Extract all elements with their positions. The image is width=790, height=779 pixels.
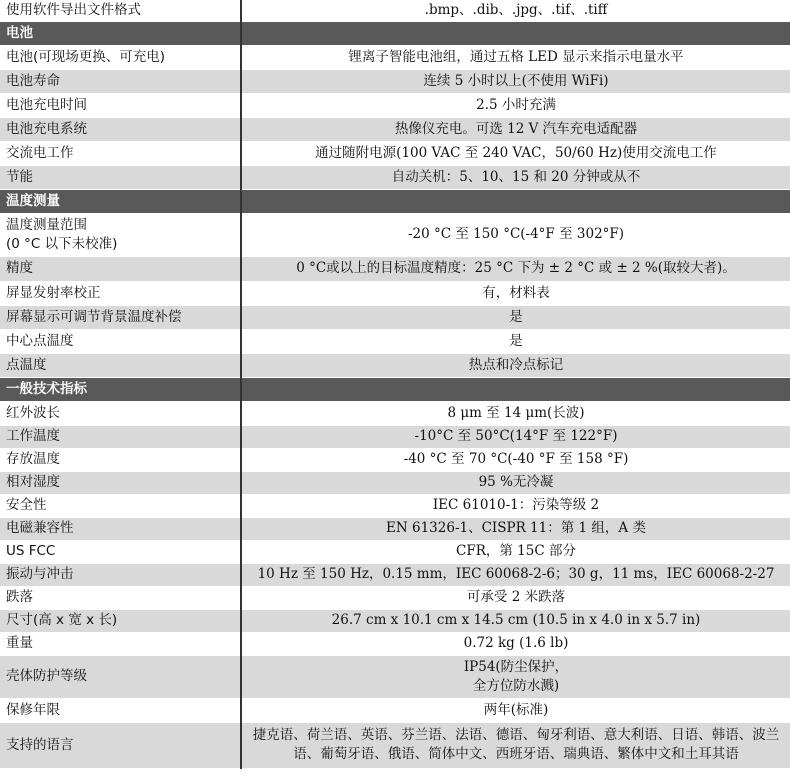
spec-row [0,141,790,165]
spec-value: 是 [241,329,790,353]
spec-row [0,93,790,117]
spec-label: 电池(可现场更换、可充电) [0,45,241,69]
spec-row [0,69,790,93]
spec-label: 保修年限 [0,698,241,722]
section-title: 电池 [0,21,241,45]
spec-row [0,401,790,425]
spec-row [0,117,790,141]
spec-value: 两年(标准) [241,698,790,722]
spec-label: 节能 [0,165,241,189]
spec-label: 振动与冲击 [0,563,241,586]
spec-value: 95 %无冷凝 [241,471,790,494]
spec-value: CFR，第 15C 部分 [241,540,790,563]
spec-value: 可承受 2 米跌落 [241,586,790,609]
spec-value: 热像仪充电。可选 12 V 汽车充电适配器 [241,117,790,141]
spec-value: 通过随附电源(100 VAC 至 240 VAC，50/60 Hz)使用交流电工作 [241,141,790,165]
spec-label: 红外波长 [0,401,241,425]
spec-label: 精度 [0,256,241,281]
spec-label: 温度测量范围 (0 °C 以下未校准) [0,213,241,256]
spec-value: 连续 5 小时以上(不使用 WiFi) [241,69,790,93]
spec-label: 交流电工作 [0,141,241,165]
spec-value: 是 [241,305,790,329]
spec-label: 存放温度 [0,448,241,471]
spec-row [0,45,790,69]
section-filler [241,189,790,213]
spec-value: .bmp、.dib、.jpg、.tif、.tiff [241,0,790,21]
spec-row [0,494,790,517]
spec-value: IEC 61010-1：污染等级 2 [241,494,790,517]
section-title: 一般技术指标 [0,377,241,401]
spec-label: 支持的语言 [0,722,241,768]
spec-row [0,353,790,377]
spec-row [0,305,790,329]
spec-label: 屏显发射率校正 [0,281,241,305]
section-filler [241,377,790,401]
spec-value: 有，材料表 [241,281,790,305]
spec-value: -40 °C 至 70 °C(-40 °F 至 158 °F) [241,448,790,471]
spec-label: 电池寿命 [0,69,241,93]
spec-value: -10°C 至 50°C(14°F 至 122°F) [241,425,790,448]
spec-row [0,655,790,698]
spec-row [0,698,790,722]
spec-row [0,586,790,609]
spec-label: 壳体防护等级 [0,655,241,698]
spec-row [0,281,790,305]
spec-row [0,213,790,256]
spec-label: 重量 [0,632,241,655]
section-filler [241,21,790,45]
section-header-row [0,21,790,45]
spec-label: 屏幕显示可调节背景温度补偿 [0,305,241,329]
spec-value: 0.72 kg (1.6 lb) [241,632,790,655]
spec-row [0,256,790,281]
section-header-row [0,189,790,213]
spec-label: 安全性 [0,494,241,517]
spec-value: 8 μm 至 14 μm(长波) [241,401,790,425]
spec-value: IP54(防尘保护， 全方位防水溅) [241,655,790,698]
spec-label: 跌落 [0,586,241,609]
spec-row [0,165,790,189]
spec-label: 电磁兼容性 [0,517,241,540]
spec-label: 电池充电时间 [0,93,241,117]
spec-value: EN 61326-1、CISPR 11：第 1 组，A 类 [241,517,790,540]
spec-row [0,471,790,494]
spec-value: 10 Hz 至 150 Hz，0.15 mm，IEC 60068-2-6；30 g，11 ms，IEC 60068-2-27 [241,563,790,586]
spec-label: 相对湿度 [0,471,241,494]
spec-value: 26.7 cm x 10.1 cm x 14.5 cm (10.5 in x 4.0 in x 5.7 in) [241,609,790,632]
spec-value: 捷克语、荷兰语、英语、芬兰语、法语、德语、匈牙利语、意大利语、日语、韩语、波兰语、葡萄牙语、俄语、简体中文、西班牙语、瑞典语、繁体中文和土耳其语 [241,722,790,768]
spec-value: 0 °C或以上的目标温度精度：25 °C 下为 ± 2 °C 或 ± 2 %(取较大者)。 [241,256,790,281]
spec-label: 电池充电系统 [0,117,241,141]
spec-row [0,329,790,353]
spec-value: -20 °C 至 150 °C(-4°F 至 302°F) [241,213,790,256]
spec-row [0,609,790,632]
spec-row [0,722,790,768]
spec-value: 锂离子智能电池组，通过五格 LED 显示来指示电量水平 [241,45,790,69]
spec-label: 中心点温度 [0,329,241,353]
spec-value: 自动关机：5、10、15 和 20 分钟或从不 [241,165,790,189]
spec-label: 点温度 [0,353,241,377]
spec-row [0,0,790,21]
spec-row [0,632,790,655]
spec-row [0,540,790,563]
spec-label: 使用软件导出文件格式 [0,0,241,21]
spec-row [0,425,790,448]
spec-label: 工作温度 [0,425,241,448]
section-header-row [0,377,790,401]
section-title: 温度测量 [0,189,241,213]
spec-row [0,517,790,540]
spec-value: 2.5 小时充满 [241,93,790,117]
spec-value: 热点和冷点标记 [241,353,790,377]
spec-row [0,563,790,586]
spec-row [0,448,790,471]
spec-label: US FCC [0,540,241,563]
spec-label: 尺寸(高 x 宽 x 长) [0,609,241,632]
